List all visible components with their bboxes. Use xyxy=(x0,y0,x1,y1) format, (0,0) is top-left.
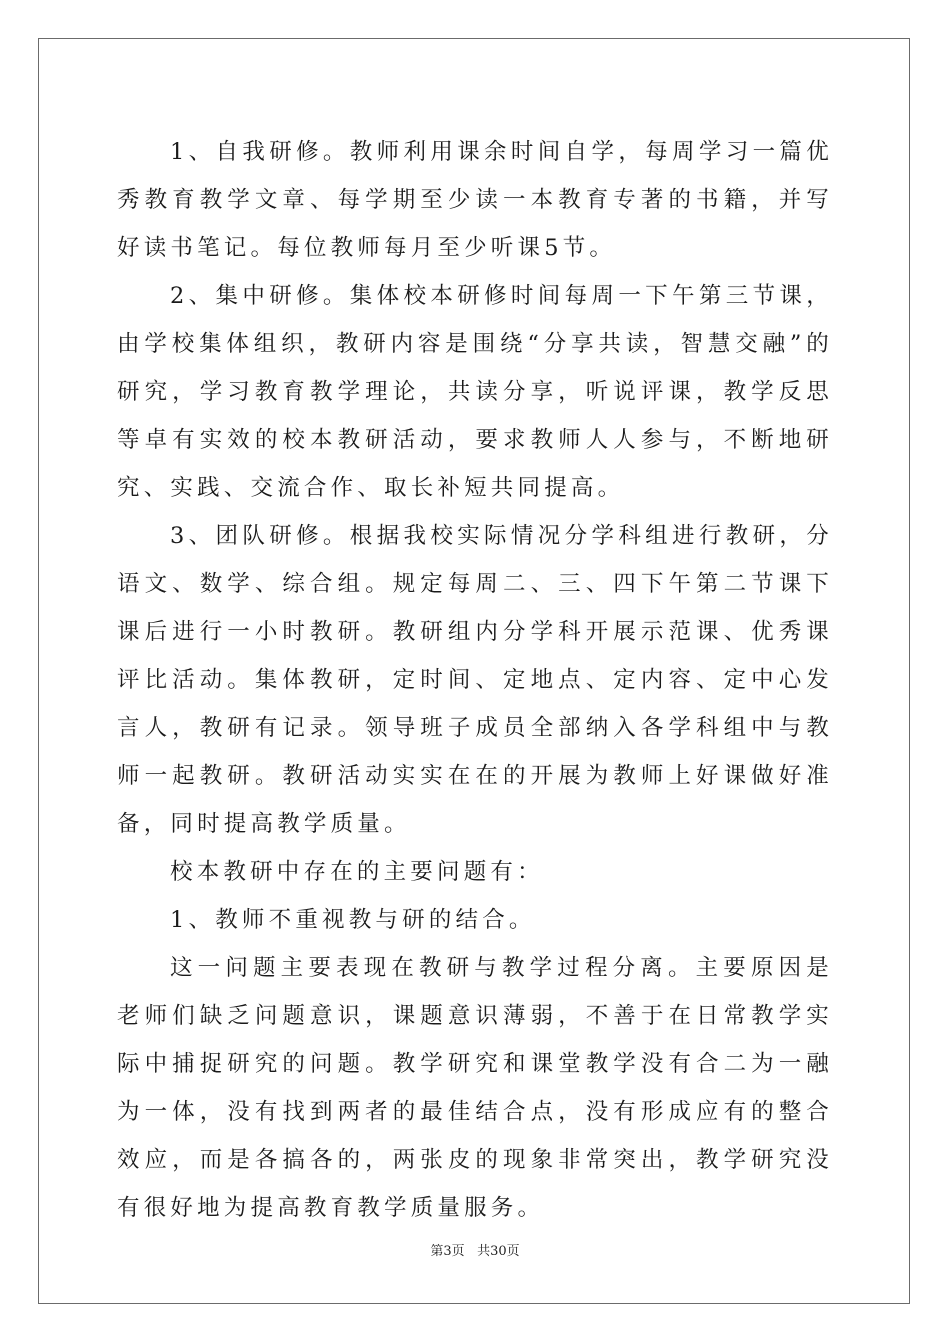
paragraph-team-study: 3、团队研修。根据我校实际情况分学科组进行教研，分语文、数学、综合组。规定每周二、三、四下午第二节课下课后进行一小时教研。教研组内分学科开展示范课、优秀课评比活动。集体教研，定时间、定地点、定内容、定中心发言人，教研有记录。领导班子成员全部纳入各学科组中与教师一起教研。教研活动实实在在的开展为教师上好课做好准备，同时提高教学质量。 xyxy=(117,523,833,837)
page-footer xyxy=(0,1243,950,1261)
paragraph-self-study: 1、自我研修。教师利用课余时间自学，每周学习一篇优秀教育教学文章、每学期至少读一本教育专著的书籍，并写好读书笔记。每位教师每月至少听课5节。 xyxy=(117,139,833,261)
document-body xyxy=(117,128,833,1232)
page-total: 共30页 xyxy=(477,1244,520,1259)
paragraph-centralized-study: 2、集中研修。集体校本研修时间每周一下午第三节课，由学校集体组织，教研内容是围绕“分享共读，智慧交融”的研究，学习教育教学理论，共读分享，听说评课，教学反思等卓有实效的校本教研活动，要求教师人人参与，不断地研究、实践、交流合作、取长补短共同提高。 xyxy=(117,283,833,501)
page-number: 第3页 xyxy=(430,1244,465,1259)
paragraph-problems-heading: 校本教研中存在的主要问题有： xyxy=(170,859,544,885)
paragraph-problem-explanation: 这一问题主要表现在教研与教学过程分离。主要原因是老师们缺乏问题意识，课题意识薄弱，不善于在日常教学实际中捕捉研究的问题。教学研究和课堂教学没有合二为一融为一体，没有找到两者的最佳结合点，没有形成应有的整合效应，而是各搞各的，两张皮的现象非常突出，教学研究没有很好地为提高教育教学质量服务。 xyxy=(117,955,833,1221)
paragraph-problem-one: 1、教师不重视教与研的结合。 xyxy=(170,907,536,933)
